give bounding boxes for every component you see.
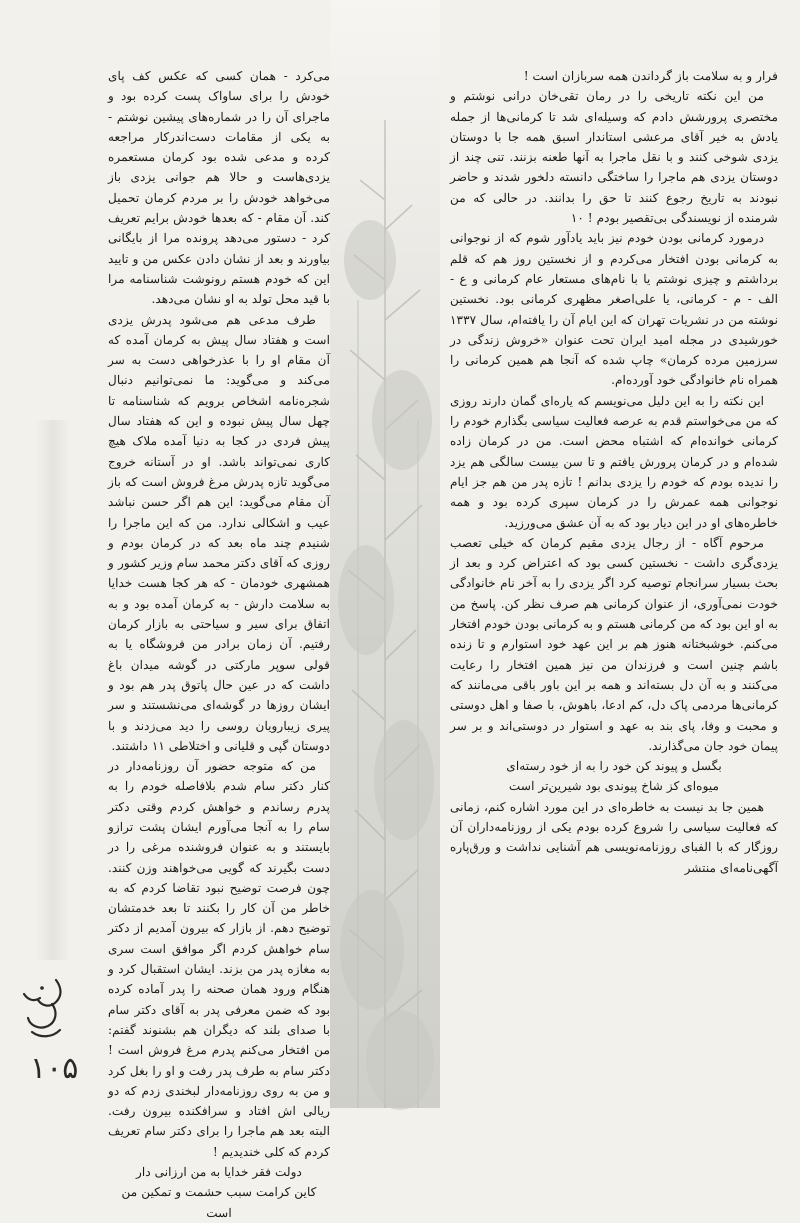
forest-photo-background xyxy=(330,0,440,1108)
paragraph: این نکته را به این دلیل می‌نویسم که یاره‌ای گمان دارند روزی که من می‌خواستم قدم به عرصه فعالیت سیاسی بگذارم خودم را کرمانی خوانده‌ام که اشتباه محض است. من در کرمان زاده شده‌ام و در کرمان پرورش یافتم و تا سن بیست سالگی هم یزد را ندیده بودم که خودم را یزدی بدانم ! تازه پدر من هم جز ایام نوجوانی همه عمرش را در کرمان سپری کرده بود و همه خاطره‌های او در این دیار بود که به آن عشق می‌ورزید. xyxy=(450,393,778,530)
tree-silhouettes xyxy=(330,0,440,1108)
paragraph: درمورد کرمانی بودن خودم نیز باید یادآور شوم که از نوجوانی به کرمانی بودن افتخار می‌کردم و از نخستین روز هم که قلم برداشتم و چیزی نوشتم یا با نام‌های مستعار عام کرمانی و ع - الف - م - کرمانی، یا علی‌اصغر مظهری کرمانی بود. نخستین نوشته من در نشریات تهران که این ایام آن را یافته‌ام، سال ۱۳۳۷ خورشیدی در مجله امید ایران تحت عنوان «خروش زندگی در سرزمین مرده کرمان» چاپ شده که آنجا هم همین کرمانی را همراه نام خانوادگی خود آورده‌ام. xyxy=(450,231,778,388)
kerman-logo-icon xyxy=(12,974,72,1046)
paragraph: همین جا بد نیست به خاطره‌ای در این مورد اشاره کنم، زمانی که فعالیت سیاسی را شروع کرده بودم یکی از روزنامه‌داران آن روزگار که با الفبای روزنامه‌نویسی هم آشنایی نداشت و ورق‌پاره آگهی‌نامه‌ای منتشر xyxy=(450,799,778,875)
paragraph: می‌کرد - همان کسی که عکس کف پای خودش را برای ساواک پست کرده بود و ماجرای آن را در شماره‌های پیشین نوشتم - به یکی از مقامات دست‌اندرکار مراجعه کرده و مدعی شده بود کرمان مستعمره یزدی‌هاست و حالا هم جوانی یزدی باز می‌خواهد خودش را بر مردم کرمان تحمیل کند. آن مقام - که بعدها خودش برایم تعریف کرد - دستور می‌دهد پرونده مرا از بایگانی بیاورند و بعد از نشان دادن عکس من و تایید این که خودم هستم رونوشت شناسنامه مرا با قید محل تولد به او نشان می‌دهد. xyxy=(108,69,330,307)
page-edge-shadow xyxy=(36,420,70,960)
verse-line: بگسل و پیوند کن خود را به از خود رسته‌ای xyxy=(506,759,722,774)
verse-line: میوه‌ای کز شاخ پیوندی بود شیرین‌تر است xyxy=(508,779,720,794)
paragraph: مرحوم آگاه - از رجال یزدی مقیم کرمان که خیلی تعصب یزدی‌گری داشت - نخستین کسی بود که اعتراض کرد و بعد از بحث بسیار سرانجام توصیه کرد اگر یزدی را به آخر نام خانوادگی خودت نمی‌آوری، از عنوان کرمانی هم صرف نظر کن. پاسخ من به او این بود که من کرمانی هستم و به کرمانی بودن خودم افتخار می‌کنم. خوشبختانه هنوز هم بر این عهد خود استوارم و تا زنده باشم چنین است و فرزندان من نیز همین افتخار را رعایت می‌کنند و به آن دل بسته‌اند و همه بر این باور باقی می‌مانند که کرمانی‌ها مردمی پاک دل، کم ادعا، باهوش، با صفا و اهل دوستی و محبت و وفا، پای بند به عهد و استوار در دوستی‌اند و بر سر پیمان خود جان می‌گذارند. xyxy=(450,535,778,753)
left-text-column xyxy=(108,66,330,1223)
paragraph: من که متوجه حضور آن روزنامه‌دار در کنار دکتر سام شدم بلافاصله خودم را به پدرم رساندم و خواهش کردم وقتی دکتر سام را به آنجا می‌آورم ایشان پشت ترازو بایستند و به عنوان فروشنده مرغی را در دست بگیرند که گویی می‌خواهند وزن کنند. چون فرصت توضیح نبود تقاضا کردم که به خاطر من آن کار را بکنند تا بعد خدمتشان توضیح دهم. از بازار که بیرون آمدیم از دکتر سام خواهش کردم اگر موافق است سری به مغازه پدر من بزند. ایشان استقبال کرد و هنگام ورود همان صحنه را پدر آماده کرده بود که ضمن معرفی پدر به آقای دکتر سام با صدای بلند که دیگران هم بشنوند گفتم: من افتخار می‌کنم پدرم مرغ فروش است ! دکتر سام به طرف پدر رفت و او را بغل کرد و من به روی روزنامه‌دار لبخندی زدم که دو ریالی اش افتاد و سرافکنده بیرون رفت. البته بعد هم ماجرا را برای دکتر سام تعریف کردم که کلی خندیدیم ! xyxy=(108,759,330,1159)
right-text-column xyxy=(450,66,778,878)
paragraph: فرار و به سلامت باز گرداندن همه سربازان است ! xyxy=(523,69,778,83)
verse-line: دولت فقر خدایا به من ارزانی دار xyxy=(136,1165,302,1180)
verse-line: کاین کرامت سبب حشمت و تمکین من است xyxy=(121,1185,317,1220)
paragraph: من این نکته تاریخی را در رمان تقی‌خان درانی نوشتم و مختصری پرورشش دادم که وسیله‌ای شد تا کرمانی‌ها از جمله یادش به خیر آقای مرعشی استاندار اسبق همه جا با دوستان یزدی شوخی کنند و با نقل ماجرا به آنها طعنه بزنند. تنی چند از دوستان یزدی هم ماجرا را ساختگی دانسته دلخور شدند و حاضر نبودند به تاریخ رجوع کنند تا حق را بدانند. در حالی که من شرمنده از نویسندگی بی‌تقصیر بودم ! ۱۰ xyxy=(450,89,778,226)
paragraph: طرف مدعی هم می‌شود پدرش یزدی است و هفتاد سال پیش به کرمان آمده که آن مقام او را با عذرخواهی دست به سر می‌کند و می‌گوید: ما نمی‌توانیم دنبال شجره‌نامه اشخاص برویم که شناسنامه تا چهل سال پیش نبوده و این که هفتاد سال پیش فردی در کجا به دنیا آمده ملاک هیچ کاری نمی‌تواند باشد. او در آستانه خروج می‌گوید تازه پدرش مرغ فروش است که باز آن مقام می‌گوید: این هم اگر حسن نباشد عیب و اشکالی ندارد. من که این ماجرا را شنیدم چند ماه بعد که در کرمان بودم و روزی که آقای دکتر محمد سام وزیر کشور و همشهری خودمان - که هر کجا هست خدایا به سلامت دارش - به کرمان آمده بود و به اتفاق برای سیر و سیاحتی به بازار کرمان رفتیم. آن زمان برادر من فروشگاه یا به قولی سوپر مارکتی در گوشه میدان باغ داشت که در عین حال پاتوق پدر هم بود و ایشان روزها در گوشه‌ای می‌نشستند و سر پیری زیبارویان روسی را دید می‌زدند و با دوستان گپی و قلیانی و اختلاطی ۱۱ داشتند. xyxy=(108,312,330,753)
page-number: ۱۰۵ xyxy=(30,1051,79,1086)
